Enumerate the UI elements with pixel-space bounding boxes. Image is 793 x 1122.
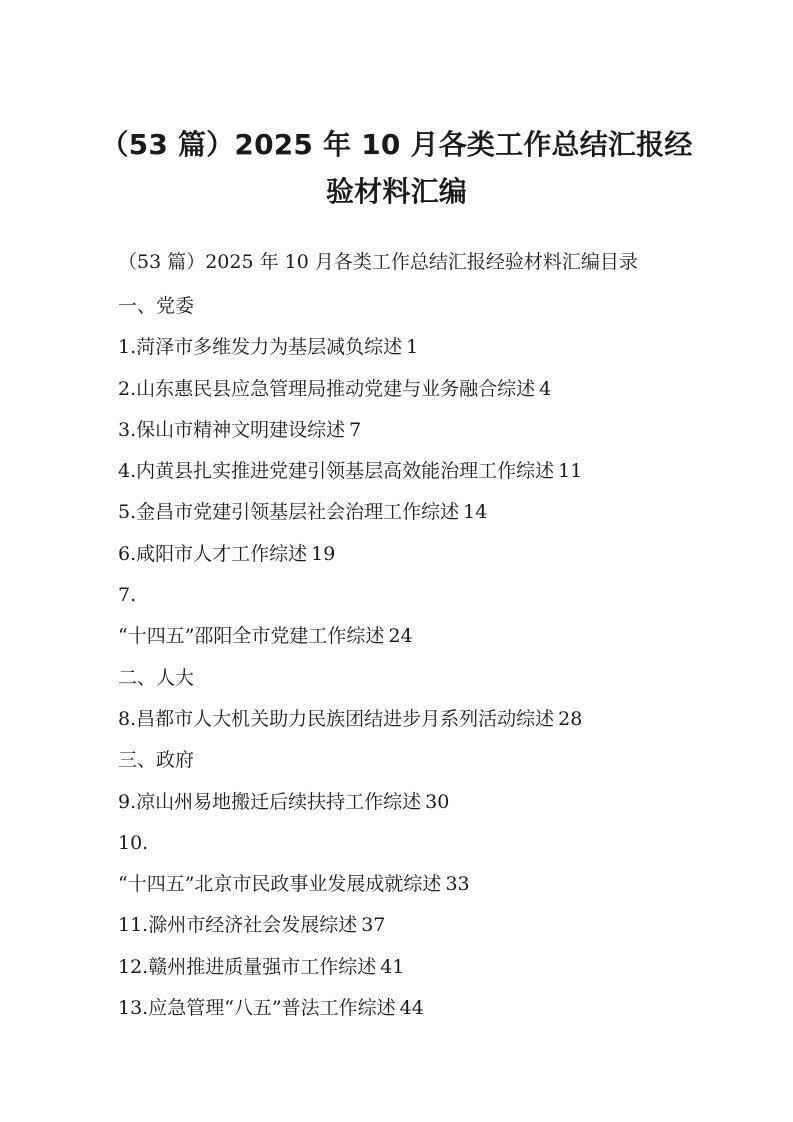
toc-entry <box>118 664 582 705</box>
toc-entry-text: 7. <box>118 584 137 607</box>
document-title-line-1: （53 篇）2025 年 10 月各类工作总结汇报经 <box>100 128 693 161</box>
toc-entry-text: 8.昌都市人大机关助力民族团结进步月系列活动综述 <box>118 707 555 730</box>
table-of-contents <box>118 292 582 1035</box>
toc-entry-text: 3.保山市精神文明建设综述 <box>118 418 346 441</box>
toc-entry-page-number: 19 <box>311 542 336 565</box>
toc-entry-page-number: 7 <box>349 418 362 441</box>
toc-entry-page-number: 33 <box>445 873 470 896</box>
toc-entry-text: “十四五”邵阳全市党建工作综述 <box>118 625 385 648</box>
toc-entry-page-number: 41 <box>380 955 405 978</box>
toc-entry-text: 9.凉山州易地搬迁后续扶持工作综述 <box>118 790 422 813</box>
toc-entry <box>118 498 582 539</box>
toc-entry <box>118 746 582 787</box>
toc-entry-text: 12.赣州推进质量强市工作综述 <box>118 955 377 978</box>
toc-entry <box>118 829 582 870</box>
document-title-line-2: 验材料汇编 <box>325 175 467 208</box>
toc-entry <box>118 375 582 416</box>
toc-entry-page-number: 28 <box>558 707 583 730</box>
toc-entry <box>118 622 582 663</box>
toc-entry-page-number: 44 <box>399 997 424 1020</box>
toc-entry-text: 13.应急管理“八五”普法工作综述 <box>118 997 396 1020</box>
toc-entry <box>118 292 582 333</box>
toc-entry-text: 4.内黄县扎实推进党建引领基层高效能治理工作综述 <box>118 460 555 483</box>
toc-entry <box>118 705 582 746</box>
toc-entry-page-number: 37 <box>361 914 386 937</box>
toc-entry-text: 一、党委 <box>118 295 195 317</box>
toc-entry-page-number: 24 <box>388 625 413 648</box>
toc-entry-text: 1.菏泽市多维发力为基层减负综述 <box>118 336 403 359</box>
toc-entry <box>118 870 582 911</box>
toc-entry <box>118 953 582 994</box>
toc-entry-text: 2.山东惠民县应急管理局推动党建与业务融合综述 <box>118 377 536 400</box>
toc-entry-text: 6.咸阳市人才工作综述 <box>118 542 308 565</box>
toc-entry <box>118 911 582 952</box>
toc-entry-text: 二、人大 <box>118 666 195 689</box>
toc-entry <box>118 333 582 374</box>
toc-entry-page-number: 4 <box>539 377 552 400</box>
toc-entry <box>118 788 582 829</box>
toc-entry <box>118 416 582 457</box>
toc-entry-text: 三、政府 <box>118 749 195 772</box>
toc-entry-page-number: 30 <box>425 790 450 813</box>
toc-entry <box>118 581 582 622</box>
toc-entry <box>118 994 582 1035</box>
toc-entry-page-number: 14 <box>463 501 488 524</box>
toc-entry <box>118 457 582 498</box>
toc-heading: （53 篇）2025 年 10 月各类工作总结汇报经验材料汇编目录 <box>118 251 638 273</box>
document-title <box>60 121 733 215</box>
toc-entry <box>118 540 582 581</box>
toc-entry-page-number: 1 <box>406 336 419 359</box>
toc-entry-text: 5.金昌市党建引领基层社会治理工作综述 <box>118 501 460 524</box>
toc-entry-text: “十四五”北京市民政事业发展成就综述 <box>118 873 442 896</box>
toc-entry-page-number: 11 <box>558 460 583 483</box>
toc-entry-text: 11.滁州市经济社会发展综述 <box>118 914 358 937</box>
toc-entry-text: 10. <box>118 831 149 854</box>
